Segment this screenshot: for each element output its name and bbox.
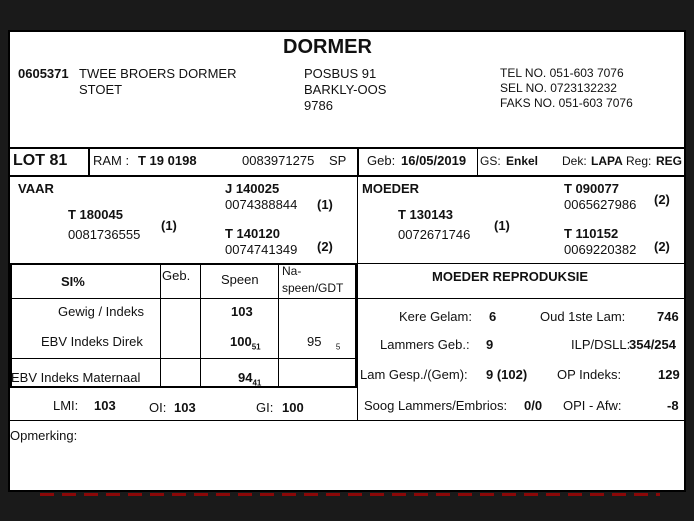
sire-id: T 180045 <box>68 207 123 222</box>
op-label: OP Indeks: <box>557 367 622 382</box>
ram-suffix: SP <box>329 153 347 168</box>
divider <box>357 263 358 420</box>
bottom-edge <box>0 492 694 521</box>
dam-sire-id: T 090077 <box>564 181 619 196</box>
divider <box>10 358 357 359</box>
ram-id: T 19 0198 <box>138 153 197 168</box>
sire-dam-code: 0074741349 <box>225 242 298 257</box>
sire-mark: (1) <box>161 218 177 233</box>
divider <box>357 420 684 421</box>
address-line1: POSBUS 91 <box>304 66 377 81</box>
oud-value: 746 <box>657 309 679 324</box>
divider <box>160 263 161 388</box>
gesp-value: 9 (102) <box>486 367 528 382</box>
repro-title: MOEDER REPRODUKSIE <box>432 269 589 284</box>
gesp-label: Lam Gesp./(Gem): <box>360 367 468 382</box>
divider <box>357 263 684 264</box>
breeder-id: 0605371 <box>18 66 69 81</box>
sire-code: 0081736555 <box>68 227 141 242</box>
address-line3: 9786 <box>304 98 333 113</box>
dam-dam-code: 0069220382 <box>564 242 637 257</box>
divider <box>278 263 279 388</box>
maternaal-speen <box>238 370 261 388</box>
divider <box>357 147 359 175</box>
cutoff-footer-text <box>40 493 660 496</box>
maternaal-speen-value: 94 <box>238 370 253 385</box>
divider <box>357 175 358 263</box>
gs-label: GS: <box>480 154 501 168</box>
lammers-value: 9 <box>486 337 494 352</box>
dam-sire-code: 0065627986 <box>564 197 637 212</box>
sel-number: SEL NO. 0723132232 <box>500 81 617 95</box>
lmi-value: 103 <box>94 398 116 413</box>
dam-dam-mark: (2) <box>654 239 670 254</box>
gewig-speen: 103 <box>231 304 253 319</box>
opi-label: OPI - Afw: <box>563 398 622 413</box>
sire-sire-mark: (1) <box>317 197 333 212</box>
divider <box>10 420 357 421</box>
divider <box>357 298 684 299</box>
geb-header: Geb. <box>162 268 191 283</box>
faks-number: FAKS NO. 051-603 7076 <box>500 96 633 110</box>
tel-number: TEL NO. 051-603 7076 <box>500 66 624 80</box>
dam-mark: (1) <box>494 218 510 233</box>
gs-value: Enkel <box>506 154 539 168</box>
dek-value: LAPA <box>591 154 623 168</box>
kere-value: 6 <box>489 309 497 324</box>
sire-dam-mark: (2) <box>317 239 333 254</box>
ram-label: RAM : <box>93 153 130 168</box>
row-label-gewig: Gewig / Indeks <box>58 304 144 319</box>
oi-label: OI: <box>149 400 167 415</box>
speen-header: Speen <box>221 272 259 287</box>
divider <box>10 147 684 149</box>
maternaal-speen-sub: 41 <box>252 378 262 388</box>
dam-id: T 130143 <box>398 207 453 222</box>
moeder-label: MOEDER <box>362 181 420 196</box>
row-label-ebv-maternaal: EBV Indeks Maternaal <box>11 370 141 385</box>
soog-value: 0/0 <box>524 398 543 413</box>
si-header: SI% <box>61 274 85 289</box>
divider <box>10 298 357 299</box>
divider <box>200 263 201 388</box>
card-title: DORMER <box>283 36 372 58</box>
opi-value: -8 <box>667 398 679 413</box>
ram-code: 0083971275 <box>242 153 315 168</box>
sire-sire-code: 0074388844 <box>225 197 298 212</box>
direk-speen <box>230 334 261 352</box>
geb-label: Geb: <box>367 153 396 168</box>
gi-value: 100 <box>282 400 304 415</box>
sire-dam-id: T 140120 <box>225 226 280 241</box>
kere-label: Kere Gelam: <box>399 309 472 324</box>
row-label-ebv-direk: EBV Indeks Direk <box>41 334 143 349</box>
direk-naspeen-sub: 5 <box>335 342 341 352</box>
lot-card <box>8 30 686 492</box>
direk-naspeen <box>307 334 340 352</box>
dam-sire-mark: (2) <box>654 192 670 207</box>
oud-label: Oud 1ste Lam: <box>540 309 626 324</box>
address-line2: BARKLY-OOS <box>304 82 387 97</box>
gi-label: GI: <box>256 400 274 415</box>
reg-label: Reg: <box>626 154 652 168</box>
direk-speen-sub: 51 <box>251 342 261 352</box>
lmi-label: LMI: <box>53 398 79 413</box>
naspeen-header-line2: speen/GDT <box>282 281 344 295</box>
vaar-label: VAAR <box>18 181 54 196</box>
geb-date: 16/05/2019 <box>401 153 467 168</box>
dam-code: 0072671746 <box>398 227 471 242</box>
lammers-label: Lammers Geb.: <box>380 337 470 352</box>
breeder-name-line1: TWEE BROERS DORMER <box>79 66 237 81</box>
direk-naspeen-value: 95 <box>307 334 322 349</box>
dam-dam-id: T 110152 <box>564 226 619 241</box>
ilp-label: ILP/DSLL: <box>571 337 631 352</box>
opmerking-label: Opmerking: <box>10 428 78 443</box>
reg-value: REG <box>656 154 683 168</box>
divider <box>88 147 90 175</box>
ilp-value: 354/254 <box>629 337 676 352</box>
oi-value: 103 <box>174 400 196 415</box>
lot-number: LOT 81 <box>13 152 68 169</box>
direk-speen-value: 100 <box>230 334 252 349</box>
naspeen-header-line1: Na- <box>282 264 302 278</box>
dek-label: Dek: <box>562 154 587 168</box>
soog-label: Soog Lammers/Embrios: <box>364 398 508 413</box>
breeder-name-line2: STOET <box>79 82 123 97</box>
divider <box>477 147 478 175</box>
divider <box>10 175 684 177</box>
op-value: 129 <box>658 367 680 382</box>
sire-sire-id: J 140025 <box>225 181 280 196</box>
